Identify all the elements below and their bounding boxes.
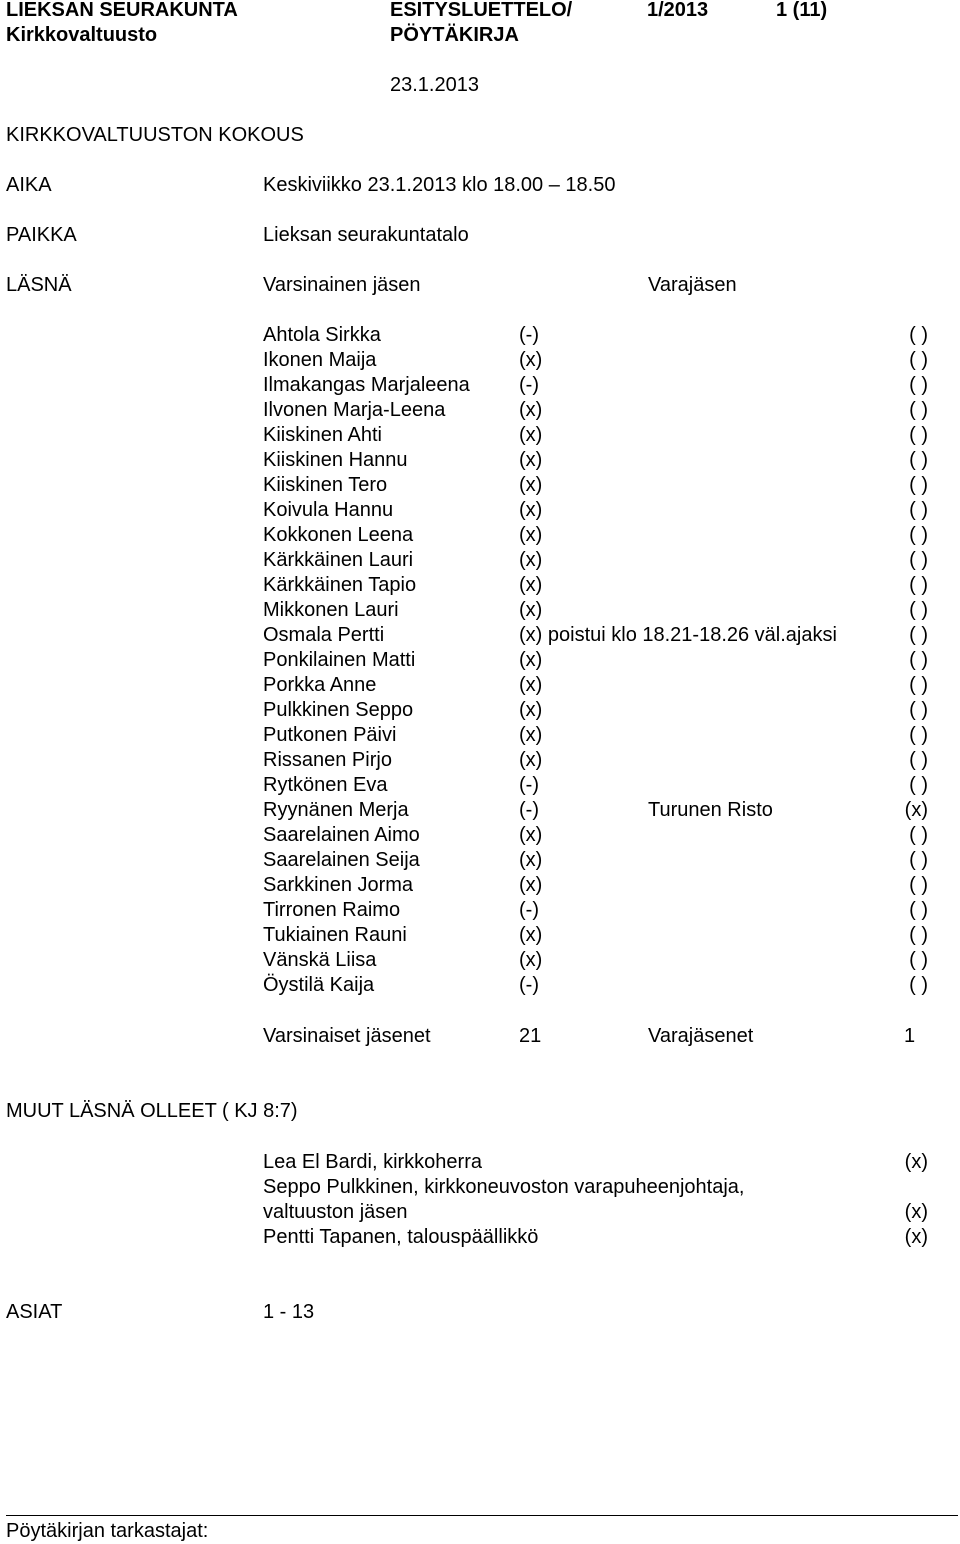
member-row bbox=[0, 348, 960, 373]
substitute-attendance: ( ) bbox=[909, 599, 928, 621]
member-name: Vänskä Liisa bbox=[263, 949, 377, 971]
member-name: Ilmakangas Marjaleena bbox=[263, 374, 470, 396]
substitute-attendance: ( ) bbox=[909, 524, 928, 546]
member-attendance: (x) bbox=[519, 674, 543, 696]
member-name: Osmala Pertti bbox=[263, 624, 385, 646]
other-attendee-line: Seppo Pulkkinen, kirkkoneuvoston varapuheenjohtaja, bbox=[263, 1176, 745, 1198]
member-attendance: (x) bbox=[519, 824, 543, 846]
document-number: 1/2013 bbox=[647, 0, 709, 21]
member-row bbox=[0, 498, 960, 523]
substitute-attendance: ( ) bbox=[909, 399, 928, 421]
member-row bbox=[0, 723, 960, 748]
members-column-header: Varsinainen jäsen bbox=[263, 274, 421, 296]
document-date: 23.1.2013 bbox=[390, 74, 479, 96]
member-attendance: (x) poistui klo 18.21-18.26 väl.ajaksi bbox=[519, 624, 837, 646]
matters-label: ASIAT bbox=[6, 1301, 63, 1323]
substitutes-total-label: Varajäsenet bbox=[648, 1025, 754, 1047]
member-attendance: (-) bbox=[519, 374, 539, 396]
other-attendee-line: valtuuston jäsen bbox=[263, 1201, 408, 1223]
document-type-continued: PÖYTÄKIRJA bbox=[390, 24, 519, 46]
substitute-attendance: ( ) bbox=[909, 349, 928, 371]
member-attendance: (x) bbox=[519, 474, 543, 496]
member-row bbox=[0, 598, 960, 623]
substitute-attendance: (x) bbox=[904, 799, 928, 821]
member-name: Porkka Anne bbox=[263, 674, 377, 696]
member-name: Koivula Hannu bbox=[263, 499, 394, 521]
member-name: Saarelainen Aimo bbox=[263, 824, 420, 846]
substitute-attendance: ( ) bbox=[909, 549, 928, 571]
member-row bbox=[0, 523, 960, 548]
members-total-label: Varsinaiset jäsenet bbox=[263, 1025, 431, 1047]
member-row bbox=[0, 873, 960, 898]
member-attendance: (x) bbox=[519, 749, 543, 771]
member-attendance: (-) bbox=[519, 799, 539, 821]
substitute-attendance: ( ) bbox=[909, 749, 928, 771]
member-attendance: (x) bbox=[519, 924, 543, 946]
substitute-attendance: ( ) bbox=[909, 824, 928, 846]
place-value: Lieksan seurakuntatalo bbox=[263, 224, 469, 246]
member-row bbox=[0, 973, 960, 998]
substitute-attendance: ( ) bbox=[909, 474, 928, 496]
member-name: Kokkonen Leena bbox=[263, 524, 414, 546]
member-name: Ilvonen Marja-Leena bbox=[263, 399, 446, 421]
member-row bbox=[0, 648, 960, 673]
member-attendance: (-) bbox=[519, 974, 539, 996]
member-attendance: (x) bbox=[519, 849, 543, 871]
substitute-attendance: ( ) bbox=[909, 924, 928, 946]
page-number: 1 (11) bbox=[776, 0, 828, 21]
member-row bbox=[0, 673, 960, 698]
member-name: Tirronen Raimo bbox=[263, 899, 401, 921]
time-value: Keskiviikko 23.1.2013 klo 18.00 – 18.50 bbox=[263, 174, 616, 196]
substitutes-total-count: 1 bbox=[904, 1025, 916, 1047]
member-attendance: (x) bbox=[519, 599, 543, 621]
other-attendee-status: (x) bbox=[904, 1151, 928, 1173]
member-name: Tukiainen Rauni bbox=[263, 924, 407, 946]
others-present-label: MUUT LÄSNÄ OLLEET ( KJ 8:7) bbox=[6, 1100, 298, 1122]
member-attendance: (x) bbox=[519, 349, 543, 371]
member-attendance: (x) bbox=[519, 499, 543, 521]
member-attendance: (x) bbox=[519, 874, 543, 896]
member-row bbox=[0, 698, 960, 723]
members-total-count: 21 bbox=[519, 1025, 542, 1047]
other-attendee-line: Pentti Tapanen, talouspäällikkö bbox=[263, 1226, 539, 1248]
substitute-attendance: ( ) bbox=[909, 949, 928, 971]
member-row bbox=[0, 798, 960, 823]
member-row bbox=[0, 948, 960, 973]
substitute-attendance: ( ) bbox=[909, 574, 928, 596]
present-label: LÄSNÄ bbox=[6, 274, 72, 296]
member-row bbox=[0, 848, 960, 873]
substitute-attendance: ( ) bbox=[909, 324, 928, 346]
member-attendance: (x) bbox=[519, 724, 543, 746]
substitute-attendance: ( ) bbox=[909, 874, 928, 896]
substitutes-column-header: Varajäsen bbox=[648, 274, 737, 296]
member-attendance: (x) bbox=[519, 699, 543, 721]
substitute-attendance: ( ) bbox=[909, 649, 928, 671]
footer-divider bbox=[6, 1515, 958, 1516]
member-attendance: (x) bbox=[519, 399, 543, 421]
member-row bbox=[0, 473, 960, 498]
member-name: Saarelainen Seija bbox=[263, 849, 420, 871]
substitute-attendance: ( ) bbox=[909, 899, 928, 921]
member-name: Ahtola Sirkka bbox=[263, 324, 381, 346]
member-name: Ikonen Maija bbox=[263, 349, 377, 371]
member-row bbox=[0, 323, 960, 348]
reviewers-label: Pöytäkirjan tarkastajat: bbox=[6, 1520, 209, 1542]
time-label: AIKA bbox=[6, 174, 52, 196]
substitute-attendance: ( ) bbox=[909, 774, 928, 796]
matters-range: 1 - 13 bbox=[263, 1301, 315, 1323]
substitute-name: Turunen Risto bbox=[648, 799, 773, 821]
member-attendance: (x) bbox=[519, 649, 543, 671]
member-name: Pulkkinen Seppo bbox=[263, 699, 414, 721]
substitute-attendance: ( ) bbox=[909, 449, 928, 471]
member-name: Rytkönen Eva bbox=[263, 774, 388, 796]
member-name: Kiiskinen Ahti bbox=[263, 424, 382, 446]
place-label: PAIKKA bbox=[6, 224, 77, 246]
substitute-attendance: ( ) bbox=[909, 499, 928, 521]
member-row bbox=[0, 573, 960, 598]
substitute-attendance: ( ) bbox=[909, 424, 928, 446]
member-name: Sarkkinen Jorma bbox=[263, 874, 414, 896]
substitute-attendance: ( ) bbox=[909, 849, 928, 871]
substitute-attendance: ( ) bbox=[909, 374, 928, 396]
member-row bbox=[0, 448, 960, 473]
member-attendance: (x) bbox=[519, 424, 543, 446]
member-name: Kiiskinen Tero bbox=[263, 474, 388, 496]
organization-name: LIEKSAN SEURAKUNTA bbox=[6, 0, 238, 21]
other-attendee-status: (x) bbox=[904, 1226, 928, 1248]
substitute-attendance: ( ) bbox=[909, 699, 928, 721]
substitute-attendance: ( ) bbox=[909, 974, 928, 996]
member-attendance: (x) bbox=[519, 524, 543, 546]
other-attendee-line: Lea El Bardi, kirkkoherra bbox=[263, 1151, 482, 1173]
substitute-attendance: ( ) bbox=[909, 624, 928, 646]
document-type: ESITYSLUETTELO/ bbox=[390, 0, 573, 21]
meeting-title: KIRKKOVALTUUSTON KOKOUS bbox=[6, 124, 304, 146]
member-name: Kiiskinen Hannu bbox=[263, 449, 408, 471]
member-row bbox=[0, 748, 960, 773]
member-row bbox=[0, 923, 960, 948]
member-row bbox=[0, 898, 960, 923]
member-row bbox=[0, 823, 960, 848]
member-name: Ponkilainen Matti bbox=[263, 649, 416, 671]
member-name: Mikkonen Lauri bbox=[263, 599, 399, 621]
member-name: Öystilä Kaija bbox=[263, 974, 375, 996]
member-attendance: (x) bbox=[519, 574, 543, 596]
member-row bbox=[0, 548, 960, 573]
member-attendance: (x) bbox=[519, 949, 543, 971]
member-attendance: (-) bbox=[519, 324, 539, 346]
substitute-attendance: ( ) bbox=[909, 724, 928, 746]
member-attendance: (-) bbox=[519, 899, 539, 921]
member-row bbox=[0, 373, 960, 398]
member-name: Putkonen Päivi bbox=[263, 724, 397, 746]
member-attendance: (-) bbox=[519, 774, 539, 796]
member-row bbox=[0, 623, 960, 648]
member-name: Kärkkäinen Tapio bbox=[263, 574, 417, 596]
member-name: Kärkkäinen Lauri bbox=[263, 549, 414, 571]
other-attendee-status: (x) bbox=[904, 1201, 928, 1223]
organ-name: Kirkkovaltuusto bbox=[6, 24, 158, 46]
member-row bbox=[0, 773, 960, 798]
member-attendance: (x) bbox=[519, 549, 543, 571]
member-name: Rissanen Pirjo bbox=[263, 749, 392, 771]
substitute-attendance: ( ) bbox=[909, 674, 928, 696]
member-row bbox=[0, 398, 960, 423]
member-attendance: (x) bbox=[519, 449, 543, 471]
member-name: Ryynänen Merja bbox=[263, 799, 409, 821]
member-row bbox=[0, 423, 960, 448]
